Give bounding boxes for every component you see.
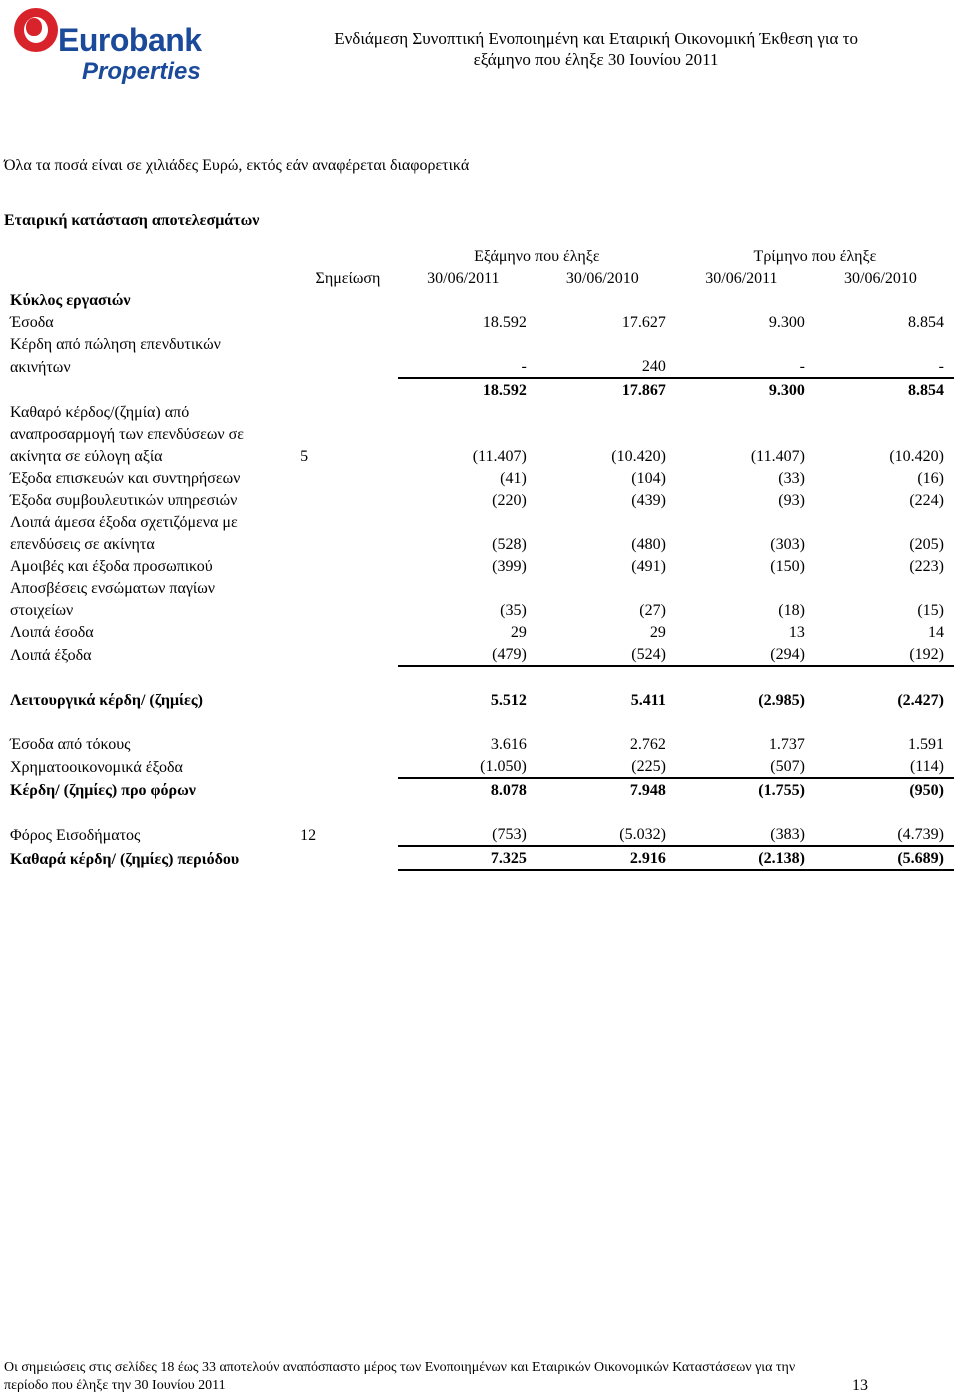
row-value: 18.592: [482, 314, 527, 331]
row-value: [398, 423, 537, 445]
row-note: [294, 355, 398, 378]
row-value: [676, 289, 815, 311]
table-row: [8, 823, 954, 846]
table-row: [8, 289, 954, 311]
table-row: [8, 689, 954, 711]
row-label: Αμοιβές και έξοδα προσωπικού: [10, 558, 213, 575]
header-row-periods: [8, 245, 954, 267]
row-value: (2.427): [897, 692, 944, 709]
row-note: [294, 778, 398, 801]
row-value: [398, 333, 537, 355]
row-value: (5.032): [537, 823, 676, 846]
row-note: [294, 755, 398, 778]
section-title: Εταιρική κατάσταση αποτελεσμάτων: [4, 212, 260, 229]
date-header: 30/06/2010: [844, 270, 917, 287]
table-row: [8, 846, 954, 870]
row-value: 8.854: [908, 382, 944, 399]
row-value: (220): [492, 492, 527, 509]
row-value: 17.627: [621, 314, 666, 331]
row-value: (15): [917, 602, 944, 619]
row-note: [294, 333, 398, 355]
row-value: [537, 577, 676, 599]
row-note: [294, 689, 398, 711]
row-label: ακινήτων: [10, 359, 71, 376]
row-note: [294, 378, 398, 401]
row-label: στοιχείων: [10, 602, 74, 619]
row-value: (27): [639, 602, 666, 619]
row-value: [815, 423, 954, 445]
row-value: 9.300: [768, 314, 805, 331]
row-value: -: [398, 355, 537, 378]
spacer-row: [8, 801, 954, 823]
row-value: (225): [537, 755, 676, 778]
row-value: (35): [500, 602, 527, 619]
table-row: [8, 467, 954, 489]
row-value: [815, 511, 954, 533]
table-row: [8, 577, 954, 599]
row-note: [294, 401, 398, 423]
row-value: (1.755): [758, 782, 805, 799]
row-value: [815, 333, 954, 355]
row-value: (10.420): [889, 448, 944, 465]
row-label: [8, 378, 294, 401]
table-row: [8, 643, 954, 666]
row-value: 17.867: [621, 382, 666, 399]
row-label: αναπροσαρμογή των επενδύσεων σε: [10, 426, 244, 443]
row-value: [537, 511, 676, 533]
row-value: 9.300: [768, 382, 805, 399]
row-value: (18): [778, 602, 805, 619]
row-value: (224): [909, 492, 944, 509]
row-value: (2.138): [676, 846, 815, 870]
row-value: -: [676, 355, 815, 378]
table-row: [8, 445, 954, 467]
row-note: [294, 489, 398, 511]
row-value: 29: [510, 624, 527, 641]
row-value: [676, 511, 815, 533]
row-value: [537, 401, 676, 423]
row-label: Λοιπά έσοδα: [10, 624, 94, 641]
row-label: Λοιπά άμεσα έξοδα σχετιζόμενα με: [10, 514, 238, 531]
row-value: [398, 577, 537, 599]
row-value: 1.591: [908, 736, 944, 753]
logo-company-name: Eurobank: [58, 22, 202, 58]
row-note: [294, 423, 398, 445]
row-value: [537, 333, 676, 355]
row-note: [294, 599, 398, 621]
row-value: (150): [770, 558, 805, 575]
row-label: Χρηματοοικονομικά έξοδα: [10, 759, 183, 776]
table-row: [8, 599, 954, 621]
footer-note: [4, 1359, 874, 1395]
row-label: επενδύσεις σε ακίνητα: [10, 536, 155, 553]
table-row: [8, 621, 954, 643]
row-value: [398, 401, 537, 423]
row-value: (480): [631, 536, 666, 553]
spacer-row: [8, 711, 954, 733]
report-title: [334, 28, 858, 70]
row-value: (11.407): [472, 448, 527, 465]
page-number: 13: [852, 1377, 868, 1394]
row-value: 18.592: [482, 382, 527, 399]
row-value: (104): [631, 470, 666, 487]
row-label: Κέρδη/ (ζημίες) προ φόρων: [10, 782, 196, 799]
row-value: [676, 333, 815, 355]
row-value: 7.948: [629, 782, 666, 799]
row-value: (439): [631, 492, 666, 509]
row-label: Λειτουργικά κέρδη/ (ζημίες): [10, 692, 203, 709]
row-label: Έσοδα από τόκους: [10, 736, 131, 753]
row-value: (205): [909, 536, 944, 553]
table-row: [8, 423, 954, 445]
row-value: [398, 511, 537, 533]
row-value: (507): [676, 755, 815, 778]
table-row: [8, 778, 954, 801]
row-note: 12: [300, 827, 317, 844]
row-value: (10.420): [611, 448, 666, 465]
row-label: Κύκλος εργασιών: [10, 292, 131, 309]
row-value: (383): [676, 823, 815, 846]
row-label: Έσοδα: [10, 314, 54, 331]
row-value: (41): [500, 470, 527, 487]
income-statement-table: [8, 245, 954, 871]
row-note: [294, 846, 398, 870]
row-value: [676, 577, 815, 599]
row-value: (16): [917, 470, 944, 487]
row-value: (399): [492, 558, 527, 575]
row-value: 3.616: [490, 736, 527, 753]
row-note: [294, 733, 398, 755]
row-label: Καθαρά κέρδη/ (ζημίες) περιόδου: [10, 851, 240, 868]
row-value: (11.407): [750, 448, 805, 465]
row-value: (33): [778, 470, 805, 487]
row-value: (1.050): [398, 755, 537, 778]
row-value: (223): [909, 558, 944, 575]
table-row: [8, 511, 954, 533]
row-value: (491): [631, 558, 666, 575]
row-value: [676, 423, 815, 445]
row-note: [294, 643, 398, 666]
row-value: (2.985): [758, 692, 805, 709]
row-value: 14: [928, 624, 944, 641]
row-note: [294, 511, 398, 533]
row-value: (524): [537, 643, 676, 666]
row-value: 2.916: [537, 846, 676, 870]
report-title-line2: εξάμηνο που έληξε 30 Ιουνίου 2011: [473, 50, 719, 69]
row-value: 2.762: [629, 736, 666, 753]
row-value: 7.325: [398, 846, 537, 870]
row-note: [294, 555, 398, 577]
row-value: (950): [909, 782, 944, 799]
table-row: [8, 755, 954, 778]
row-note: [294, 289, 398, 311]
row-value: 5.512: [490, 692, 527, 709]
row-value: [676, 401, 815, 423]
date-header: 30/06/2011: [427, 270, 500, 287]
table-row: [8, 533, 954, 555]
eurobank-properties-logo: [8, 4, 202, 88]
report-title-line1: Ενδιάμεση Συνοπτική Ενοποιημένη και Εταιρική Οικονομική Έκθεση για το: [334, 29, 858, 48]
table-row: [8, 555, 954, 577]
row-label: Φόρος Εισοδήματος: [10, 827, 141, 844]
row-value: (114): [815, 755, 954, 778]
row-value: [815, 577, 954, 599]
row-note: [294, 311, 398, 333]
row-value: 8.078: [490, 782, 527, 799]
row-note: [294, 621, 398, 643]
note-column-header: Σημείωση: [315, 270, 381, 287]
row-note: 5: [300, 448, 309, 465]
row-value: (93): [778, 492, 805, 509]
row-note: [294, 533, 398, 555]
footer-line2: περίοδο που έληξε την 30 Ιουνίου 2011: [4, 1378, 226, 1393]
row-value: 8.854: [908, 314, 944, 331]
row-value: 240: [537, 355, 676, 378]
logo-subsidiary-name: Properties: [82, 58, 201, 85]
row-value: [398, 289, 537, 311]
period-header-three-months: Τρίμηνο που έληξε: [753, 248, 877, 265]
row-value: (294): [676, 643, 815, 666]
row-value: (753): [398, 823, 537, 846]
row-value: -: [815, 355, 954, 378]
date-header: 30/06/2011: [705, 270, 778, 287]
row-label: Κέρδη από πώληση επενδυτικών: [10, 336, 221, 353]
row-value: (303): [770, 536, 805, 553]
footer-line1: Οι σημειώσεις στις σελίδες 18 έως 33 αποτελούν αναπόσπαστο μέρος των Ενοποιημένων και Εταιρικών Οικονομικών Καταστάσεων για την: [4, 1360, 796, 1375]
row-label: Καθαρό κέρδος/(ζημία) από: [10, 404, 190, 421]
spacer-row: [8, 666, 954, 689]
row-value: [815, 289, 954, 311]
currency-note: Όλα τα ποσά είναι σε χιλιάδες Ευρώ, εκτός εάν αναφέρεται διαφορετικά: [4, 157, 470, 174]
date-header: 30/06/2010: [565, 270, 639, 287]
row-label: Λοιπά έξοδα: [10, 647, 92, 664]
row-value: (5.689): [815, 846, 954, 870]
table-row: [8, 489, 954, 511]
table-row: [8, 311, 954, 333]
row-note: [294, 577, 398, 599]
row-note: [294, 467, 398, 489]
table-row: [8, 355, 954, 378]
row-value: [815, 401, 954, 423]
period-header-six-months: Εξάμηνο που έληξε: [474, 248, 600, 265]
row-value: (479): [398, 643, 537, 666]
row-value: [537, 423, 676, 445]
row-value: [537, 289, 676, 311]
table-row: [8, 733, 954, 755]
row-label: Έξοδα επισκευών και συντηρήσεων: [10, 470, 241, 487]
table-row: [8, 378, 954, 401]
table-row: [8, 401, 954, 423]
row-label: Έξοδα συμβουλευτικών υπηρεσιών: [10, 492, 238, 509]
header-row-dates: [8, 267, 954, 289]
row-label: Αποσβέσεις ενσώματων παγίων: [10, 580, 215, 597]
row-value: 29: [649, 624, 666, 641]
row-value: 13: [788, 624, 805, 641]
row-value: (4.739): [815, 823, 954, 846]
row-label: ακίνητα σε εύλογη αξία: [10, 448, 163, 465]
table-row: [8, 333, 954, 355]
row-value: 5.411: [630, 692, 666, 709]
row-value: (192): [815, 643, 954, 666]
row-value: (528): [492, 536, 527, 553]
row-value: 1.737: [768, 736, 805, 753]
